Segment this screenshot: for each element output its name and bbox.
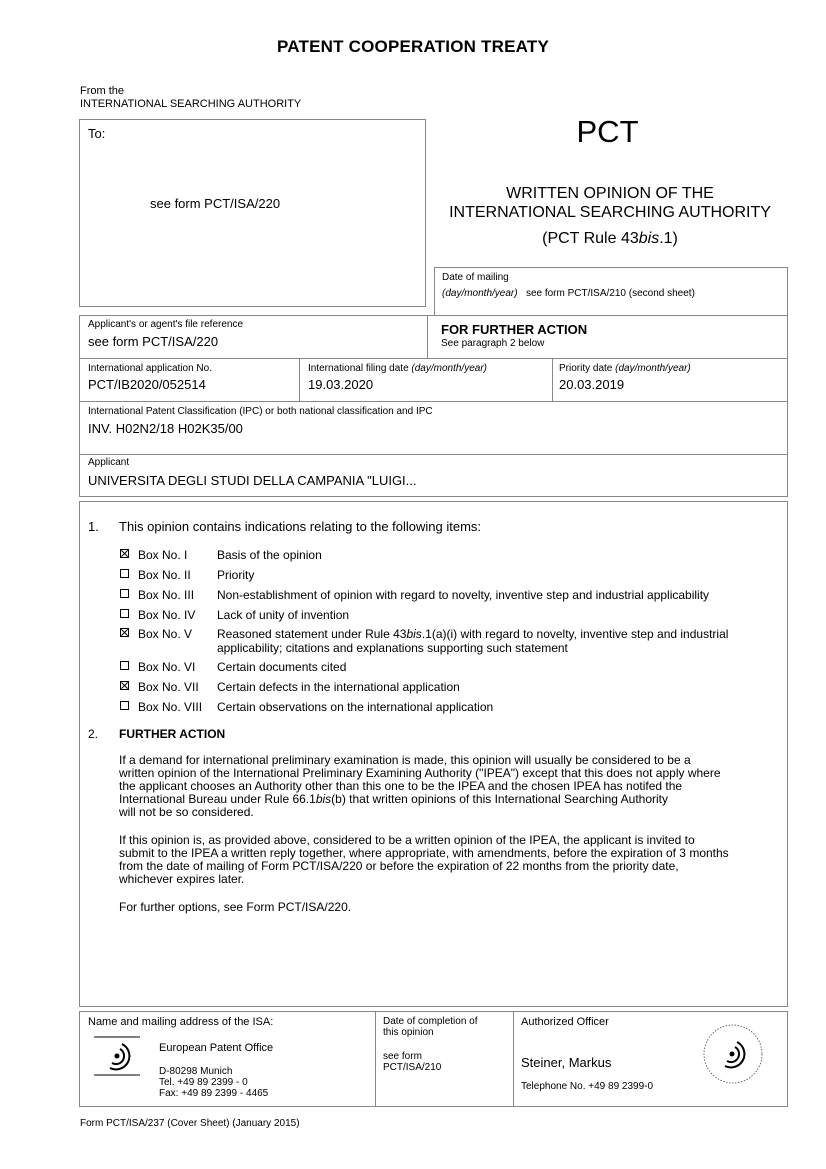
checkbox-box2 [120,569,129,578]
para1-line: If a demand for international preliminary examination is made, this opinion will usually be considered to be a [119,753,691,767]
priority-date: 20.03.2019 [559,377,625,392]
filing-date: 19.03.2020 [308,377,374,392]
checkbox-box8 [120,701,129,710]
officer-label: Authorized Officer [521,1016,609,1028]
para2-line: from the date of mailing of Form PCT/ISA/220 or before the expiration of 22 months from the priority date, [119,859,679,873]
item-desc: Lack of unity of invention [217,608,350,622]
para1-line: will not be so considered. [119,805,254,819]
item-desc: Reasoned statement under Rule 43bis.1(a)(i) with regard to novelty, inventive step and industrial [217,627,729,641]
doc-title-rule: (PCT Rule 43bis.1) [542,230,678,247]
checkbox-box5 [120,628,129,637]
item-box-label: Box No. VII [138,680,199,694]
isa-label: Name and mailing address of the ISA: [88,1016,274,1028]
ipc-value: INV. H02N2/18 H02K35/00 [88,421,243,436]
completion-value: see form PCT/ISA/210 [383,1051,442,1073]
item-box-label: Box No. V [138,627,193,641]
checkbox-box4 [120,609,129,618]
section1-heading: This opinion contains indications relating to the following items: [119,519,482,534]
to-value: see form PCT/ISA/220 [150,196,281,211]
file-ref-value: see form PCT/ISA/220 [88,334,219,349]
filing-date-label: International filing date (day/month/year) [308,363,487,374]
applicant-value: UNIVERSITA DEGLI STUDI DELLA CAMPANIA "LUIGI... [88,473,417,488]
doc-title-line1: WRITTEN OPINION OF THE [506,185,714,202]
isa-footer-box [79,1011,788,1107]
item-desc: Priority [217,568,255,582]
item-desc-cont: applicability; citations and explanations supporting such statement [217,641,568,655]
ipc-label: International Patent Classification (IPC) or both national classification and IPC [88,406,433,417]
item-desc: Certain observations on the international application [217,700,494,714]
mailing-box [434,267,788,315]
officer-name: Steiner, Markus [521,1055,612,1070]
priority-date-label: Priority date (day/month/year) [559,363,691,374]
to-label: To: [88,126,106,141]
pct-label: PCT [576,114,639,149]
para1-line: the applicant chooses an Authority other than this one to be the IPEA and the chosen IPEA has notifed the [119,779,683,793]
office-name: European Patent Office [159,1042,274,1054]
completion-label: Date of completion of this opinion [383,1016,478,1038]
from-authority: INTERNATIONAL SEARCHING AUTHORITY [80,98,302,110]
para1-line: International Bureau under Rule 66.1bis(b) that written opinions of this International Searching Authority [119,792,669,806]
app-number: PCT/IB2020/052514 [88,377,206,392]
item-box-label: Box No. IV [138,608,196,622]
file-ref-label: Applicant's or agent's file reference [88,319,244,330]
further-action-subtitle: See paragraph 2 below [441,338,545,349]
checkbox-box6 [120,661,129,670]
opinion-body [79,501,788,1007]
section1-number: 1. [88,519,99,534]
from-line: From the [80,85,125,97]
officer-telephone: Telephone No. +49 89 2399-0 [521,1081,654,1092]
to-box [79,119,426,307]
para2-line: whichever expires later. [119,872,245,886]
section2-number: 2. [88,727,99,741]
form-footer: Form PCT/ISA/237 (Cover Sheet) (January 2015) [80,1118,300,1129]
office-tel: Tel. +49 89 2399 - 0 [159,1077,248,1088]
mailing-label: Date of mailing [442,272,509,283]
office-address: D-80298 Munich [159,1066,233,1077]
checkbox-box1 [120,549,129,558]
item-box-label: Box No. III [138,588,195,602]
app-number-label: International application No. [88,363,212,374]
applicant-label: Applicant [88,457,130,468]
item-desc: Non-establishment of opinion with regard to novelty, inventive step and industrial applicability [217,588,710,602]
item-desc: Certain defects in the international application [217,680,460,694]
para1-line: written opinion of the International Preliminary Examining Authority ("IPEA") except that this does not apply where [119,766,721,780]
checkbox-box7 [120,681,129,690]
item-box-label: Box No. I [138,548,188,562]
mailing-value: (day/month/year) see form PCT/ISA/210 (second sheet) [442,288,695,299]
further-action-title: FOR FURTHER ACTION [441,322,588,337]
checkbox-box3 [120,589,129,598]
section2-heading: FURTHER ACTION [119,727,226,741]
item-box-label: Box No. VIII [138,700,203,714]
office-fax: Fax: +49 89 2399 - 4465 [159,1088,269,1099]
para2-line: submit to the IPEA a written reply together, where appropriate, with amendments, before the expiration of 3 months [119,846,729,860]
item-box-label: Box No. II [138,568,191,582]
item-desc: Certain documents cited [217,660,347,674]
epo-logo [92,1035,142,1077]
item-desc: Basis of the opinion [217,548,322,562]
page-title: PATENT COOPERATION TREATY [277,37,549,56]
info-grid [79,315,788,497]
item-box-label: Box No. VI [138,660,196,674]
para2-line: If this opinion is, as provided above, considered to be a written opinion of the IPEA, the applicant is invited to [119,833,695,847]
para3: For further options, see Form PCT/ISA/220. [119,900,352,914]
doc-title-line2: INTERNATIONAL SEARCHING AUTHORITY [449,204,771,221]
epo-seal [701,1018,765,1088]
